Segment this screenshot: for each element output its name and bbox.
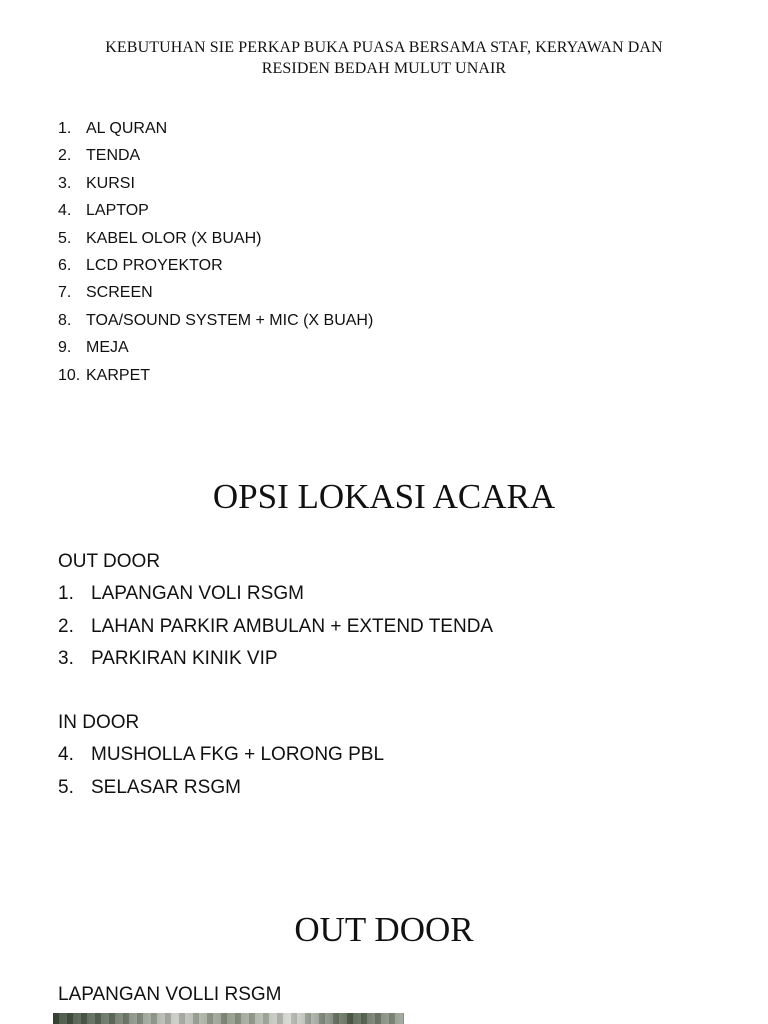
needs-item-number: 6. bbox=[58, 256, 72, 274]
location-item bbox=[58, 643, 493, 676]
needs-item-label: KARPET bbox=[86, 366, 151, 384]
location-item-label: SELASAR RSGM bbox=[91, 776, 241, 798]
needs-item-number: 2. bbox=[58, 147, 72, 165]
needs-item-label: KABEL OLOR (X BUAH) bbox=[86, 229, 262, 247]
location-item-number: 3. bbox=[58, 648, 74, 669]
location-item bbox=[58, 578, 493, 611]
needs-item bbox=[58, 362, 373, 389]
location-item-number: 5. bbox=[58, 776, 74, 798]
outdoor-location-list bbox=[58, 578, 493, 676]
outdoor-section-heading: OUT DOOR bbox=[294, 910, 474, 949]
location-item-number: 2. bbox=[58, 615, 74, 637]
needs-item-label: AL QURAN bbox=[86, 120, 168, 137]
needs-item-number: 10. bbox=[58, 366, 81, 384]
needs-item-number: 4. bbox=[58, 202, 72, 220]
needs-item bbox=[58, 279, 373, 306]
indoor-group-label: IN DOOR bbox=[58, 712, 140, 733]
needs-item-label: TOA/SOUND SYSTEM + MIC (X BUAH) bbox=[86, 311, 374, 329]
location-item bbox=[58, 611, 493, 644]
needs-item-number: 5. bbox=[58, 229, 72, 247]
needs-item-label: SCREEN bbox=[86, 284, 153, 302]
document-title-line-1: KEBUTUHAN SIE PERKAP BUKA PUASA BERSAMA STAF, KERYAWAN DAN bbox=[105, 39, 663, 56]
field-photo bbox=[53, 1013, 404, 1024]
needs-item bbox=[58, 142, 373, 169]
location-item-label: MUSHOLLA FKG + LORONG PBL bbox=[91, 744, 385, 765]
needs-list bbox=[58, 115, 373, 389]
needs-item-label: MEJA bbox=[86, 339, 129, 357]
needs-item bbox=[58, 115, 373, 142]
outdoor-group-label: OUT DOOR bbox=[58, 551, 161, 572]
location-item-label: LAHAN PARKIR AMBULAN + EXTEND TENDA bbox=[91, 615, 494, 637]
needs-item-label: LCD PROYEKTOR bbox=[86, 256, 223, 274]
needs-item bbox=[58, 197, 373, 224]
needs-item-number: 1. bbox=[58, 120, 72, 137]
outdoor-subheading: LAPANGAN VOLLI RSGM bbox=[58, 984, 282, 1005]
document-title bbox=[40, 37, 728, 79]
location-item bbox=[58, 739, 384, 772]
needs-item-label: KURSI bbox=[86, 174, 135, 192]
location-options-heading: OPSI LOKASI ACARA bbox=[212, 477, 556, 516]
needs-item-label: LAPTOP bbox=[86, 202, 149, 220]
needs-item-number: 7. bbox=[58, 284, 72, 302]
needs-item-number: 8. bbox=[58, 311, 72, 329]
location-item-number: 1. bbox=[58, 583, 74, 604]
needs-item-number: 3. bbox=[58, 174, 72, 192]
location-item-number: 4. bbox=[58, 744, 74, 765]
location-item-label: PARKIRAN KINIK VIP bbox=[91, 648, 278, 669]
needs-item bbox=[58, 307, 373, 334]
needs-item bbox=[58, 225, 373, 252]
needs-item bbox=[58, 334, 373, 361]
location-item bbox=[58, 772, 384, 805]
needs-item bbox=[58, 252, 373, 279]
document-title-line-2: RESIDEN BEDAH MULUT UNAIR bbox=[261, 60, 507, 77]
needs-item-number: 9. bbox=[58, 339, 72, 357]
location-item-label: LAPANGAN VOLI RSGM bbox=[91, 583, 304, 604]
indoor-location-list bbox=[58, 739, 384, 804]
needs-item-label: TENDA bbox=[86, 147, 141, 165]
needs-item bbox=[58, 170, 373, 197]
